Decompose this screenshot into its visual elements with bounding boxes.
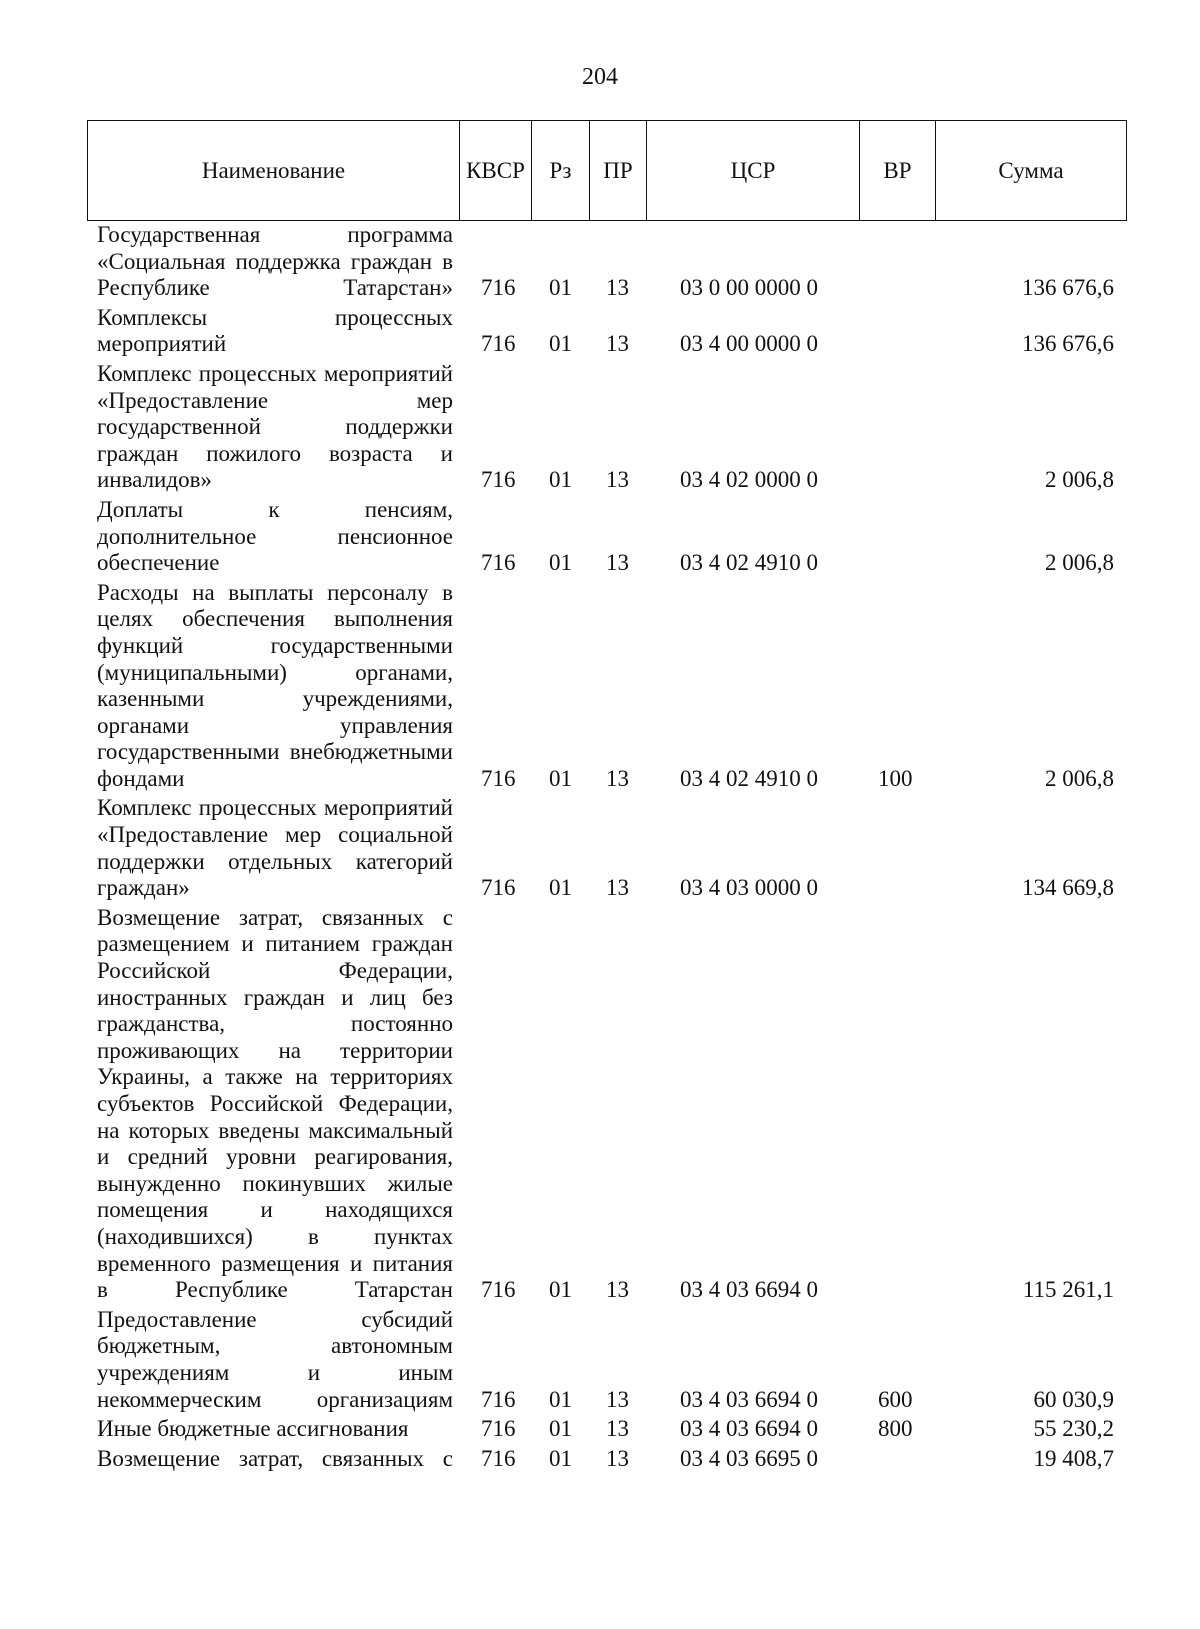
- row-rz: 01: [549, 875, 572, 901]
- row-pr: 13: [606, 1277, 629, 1303]
- row-pr: 13: [606, 550, 629, 576]
- row-kvsr: 716: [481, 1416, 516, 1442]
- row-sum: 55 230,2: [1033, 1416, 1114, 1442]
- row-pr: 13: [606, 765, 629, 791]
- table-row: [0, 795, 1200, 901]
- row-sum: 60 030,9: [1033, 1386, 1114, 1412]
- header-sum: Сумма: [998, 157, 1064, 183]
- header-kvsr: КВСР: [460, 121, 532, 220]
- table-row: [0, 1416, 1200, 1443]
- row-csr: 03 0 00 0000 0: [680, 275, 818, 301]
- table-body: [0, 222, 1200, 1475]
- header-pr: ПР: [590, 121, 647, 220]
- table-row: [0, 1307, 1200, 1413]
- row-rz: 01: [549, 550, 572, 576]
- table-row: [0, 905, 1200, 1304]
- row-sum: 2 006,8: [1045, 550, 1114, 576]
- row-sum: 19 408,7: [1033, 1445, 1114, 1471]
- row-rz: 01: [549, 1416, 572, 1442]
- row-pr: 13: [606, 331, 629, 357]
- row-kvsr: 716: [481, 467, 516, 493]
- table-row: [0, 305, 1200, 358]
- row-rz: 01: [549, 275, 572, 301]
- row-kvsr: 716: [481, 331, 516, 357]
- row-rz: 01: [549, 1386, 572, 1412]
- row-csr: 03 4 03 6694 0: [680, 1386, 818, 1412]
- row-csr: 03 4 02 4910 0: [680, 550, 818, 576]
- row-name: Комплекс процессных мероприятий «Предоставление мер государственной поддержки граждан пожилого возраста и инвалидов»: [97, 360, 453, 493]
- row-name: Возмещение затрат, связанных с: [97, 1445, 453, 1471]
- row-csr: 03 4 03 6694 0: [680, 1277, 818, 1303]
- table-row: [0, 497, 1200, 577]
- row-csr: 03 4 00 0000 0: [680, 331, 818, 357]
- row-kvsr: 716: [481, 1386, 516, 1412]
- row-name: Государственная программа «Социальная поддержка граждан в Республике Татарстан»: [97, 222, 453, 301]
- row-vr: 100: [878, 765, 913, 791]
- row-csr: 03 4 03 0000 0: [680, 875, 818, 901]
- row-csr: 03 4 02 4910 0: [680, 765, 818, 791]
- row-pr: 13: [606, 1386, 629, 1412]
- table-row: [0, 361, 1200, 494]
- table-row: [0, 1446, 1200, 1473]
- row-sum: 2 006,8: [1045, 765, 1114, 791]
- row-kvsr: 716: [481, 1445, 516, 1471]
- row-sum: 2 006,8: [1045, 467, 1114, 493]
- header-rz: Рз: [532, 121, 590, 220]
- table-header: [87, 120, 1127, 221]
- row-name: Предоставление субсидий бюджетным, автономным учреждениям и иным некоммерческим организациям: [97, 1306, 453, 1412]
- row-name: Комплекс процессных мероприятий «Предоставление мер социальной поддержки отдельных категорий граждан»: [97, 795, 453, 901]
- row-vr: 800: [878, 1416, 913, 1442]
- page-number: 204: [582, 64, 618, 90]
- row-kvsr: 716: [481, 550, 516, 576]
- row-sum: 136 676,6: [1022, 331, 1114, 357]
- row-rz: 01: [549, 1277, 572, 1303]
- row-rz: 01: [549, 765, 572, 791]
- row-name: Расходы на выплаты персоналу в целях обеспечения выполнения функций государственными (муниципальными) органами, казенными учреждениями, органами управления государственными внебюджетными фондами: [97, 579, 453, 791]
- row-pr: 13: [606, 875, 629, 901]
- row-rz: 01: [549, 1445, 572, 1471]
- row-kvsr: 716: [481, 275, 516, 301]
- row-csr: 03 4 02 0000 0: [680, 467, 818, 493]
- row-kvsr: 716: [481, 1277, 516, 1303]
- row-sum: 134 669,8: [1022, 875, 1114, 901]
- row-name: Доплаты к пенсиям, дополнительное пенсионное обеспечение: [97, 496, 453, 576]
- row-name: Комплексы процессных мероприятий: [97, 304, 453, 357]
- header-name: Наименование: [88, 121, 460, 220]
- row-pr: 13: [606, 1445, 629, 1471]
- row-pr: 13: [606, 275, 629, 301]
- row-pr: 13: [606, 1416, 629, 1442]
- header-vr: ВР: [860, 121, 936, 220]
- row-csr: 03 4 03 6694 0: [680, 1416, 818, 1442]
- table-row: [0, 222, 1200, 302]
- row-csr: 03 4 03 6695 0: [680, 1445, 818, 1471]
- table-row: [0, 580, 1200, 793]
- row-name: Возмещение затрат, связанных с размещением и питанием граждан Российской Федерации, иностранных граждан и лиц без гражданства, постоянно проживающих на территории Украины, а также на территориях субъектов Российской Федерации, на которых введены максимальный и средний уровни реагирования, вынужденно покинувших жилые помещения и находящихся (находившихся) в пунктах временного размещения и питания в Республике Татарстан: [97, 904, 453, 1303]
- row-sum: 136 676,6: [1022, 275, 1114, 301]
- row-vr: 600: [878, 1386, 913, 1412]
- row-rz: 01: [549, 331, 572, 357]
- row-rz: 01: [549, 467, 572, 493]
- header-csr: ЦСР: [647, 121, 860, 220]
- row-kvsr: 716: [481, 765, 516, 791]
- row-pr: 13: [606, 467, 629, 493]
- row-kvsr: 716: [481, 875, 516, 901]
- row-sum: 115 261,1: [1022, 1277, 1114, 1303]
- row-name: Иные бюджетные ассигнования: [97, 1416, 409, 1442]
